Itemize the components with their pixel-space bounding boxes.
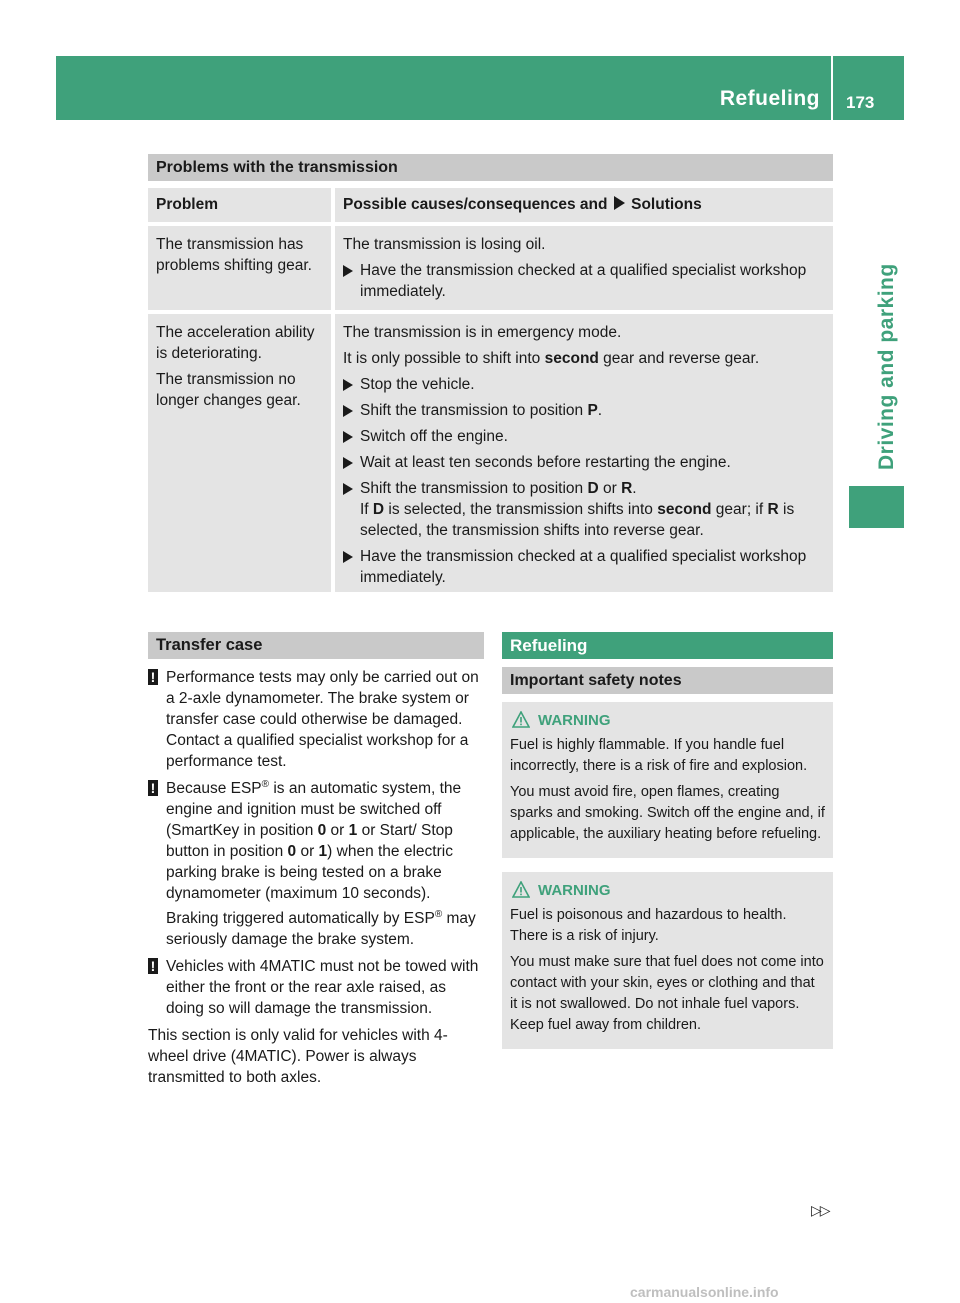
chapter-side-tab [849,120,904,486]
watermark: carmanualsonline.info [630,1284,779,1300]
gear-emphasis: second [544,350,599,367]
solution-cell [335,314,833,592]
arrow-icon [343,405,353,417]
step-note: is selected, the transmission shifts into [384,501,658,518]
step-text: . [597,402,603,419]
step-text: or [598,480,622,497]
arrow-icon [343,483,353,495]
safety-notes-heading: Important safety notes [502,667,833,694]
solution-cell [335,226,833,310]
arrow-icon [343,457,353,469]
page-number: 173 [846,93,875,112]
note-text: or [326,822,349,839]
warning-label: WARNING [538,712,611,729]
note-text: or [296,843,319,860]
gear-position: R [621,480,633,497]
problem-text: The acceleration ability is deteriorating. [156,324,315,362]
step-text: Stop the vehicle. [360,376,475,393]
warning-heading [510,710,825,731]
action-step [343,546,825,588]
action-step [343,478,825,541]
cause-text-part: It is only possible to shift into [343,350,545,367]
warning-label: WARNING [538,882,611,899]
warning-text: You must make sure that fuel does not come into contact with your skin, eyes or clothing and that it is not swallowed. Do not inhale fuel vapors. Keep fuel away from children. [510,954,824,1033]
gear-position: P [587,402,598,419]
table-row [148,226,833,310]
column-header-solutions [335,188,833,222]
gear-position: D [587,480,599,497]
exclamation-icon: ! [148,669,158,685]
note-text: is an automatic system, the engine and ignition must be switched off (SmartKey in position [166,780,462,839]
column-header-solutions-label: Solutions [631,196,702,213]
registered-mark: ® [434,908,443,920]
key-position: 1 [318,843,328,860]
continued-mark: ▷▷ [811,1202,829,1218]
note-text: Vehicles with 4MATIC must not be towed with either the front or the rear axle raised, as doing so will damage the transmission. [166,958,479,1017]
note-text: may seriously damage the brake system. [166,910,476,948]
warning-text: Fuel is poisonous and hazardous to health. There is a risk of injury. [510,907,787,944]
step-text: . [632,480,637,497]
step-note: gear; if [711,501,768,518]
exclamation-icon: ! [148,958,158,974]
warning-triangle-icon [512,711,530,728]
note-text: Because ESP [166,780,262,797]
note-text: Performance tests may only be carried out on a 2-axle dynamometer. The brake system or transfer case could otherwise be damaged. Contact a qualified specialist workshop for a performance test. [166,669,479,770]
gear-position: R [767,501,779,518]
step-text: Have the transmission checked at a qualified specialist workshop immediately. [360,548,807,586]
warning-triangle-icon [512,881,530,898]
action-step [343,374,825,395]
action-step [343,426,825,447]
warning-heading [510,880,825,901]
cause-text: The transmission is losing oil. [343,236,546,253]
note-subtext [166,908,484,950]
transfer-case-heading: Transfer case [148,632,484,659]
problem-cell [148,314,331,592]
body-paragraph: This section is only valid for vehicles with 4-wheel drive (4MATIC). Power is always transmitted to both axles. [148,1027,448,1086]
note-text: ) when the electric parking brake is being tested on a brake dynamometer (maximum 10 seconds). [166,843,453,902]
table-row [148,314,833,592]
problem-text: The transmission no longer changes gear. [156,371,301,409]
step-text: Switch off the engine. [360,428,508,445]
transmission-problems-table [148,154,833,596]
note-text: Braking triggered automatically by ESP [166,910,435,927]
refueling-heading: Refueling [502,632,833,659]
warning-box [502,872,833,1049]
action-step [343,260,825,302]
caution-note [148,667,484,772]
chapter-title: Driving and parking [875,263,898,470]
gear-emphasis: second [657,501,712,518]
header-separator [831,56,833,120]
step-note: is selected, the transmission shifts into reverse gear. [360,501,795,539]
registered-mark: ® [261,778,270,790]
caution-note [148,956,484,1019]
warning-text: You must avoid fire, open flames, creating sparks and smoking. Switch off the engine and, if applicable, the auxiliary heating before refueling. [510,784,825,842]
caution-note [148,778,484,950]
step-text: Shift the transmission to position [360,480,588,497]
key-position: 0 [287,843,297,860]
arrow-icon [614,196,625,210]
table-title: Problems with the transmission [148,154,833,181]
arrow-icon [343,265,353,277]
arrow-icon [343,431,353,443]
key-position: 1 [348,822,358,839]
warning-box [502,702,833,858]
table-header-row [148,188,833,222]
step-note: If [360,501,373,518]
step-text: Have the transmission checked at a qualified specialist workshop immediately. [360,262,807,300]
action-step [343,452,825,473]
problem-text: The transmission has problems shifting gear. [156,236,312,274]
cause-text: The transmission is in emergency mode. [343,324,622,341]
exclamation-icon: ! [148,780,158,796]
key-position: 0 [317,822,327,839]
refueling-section [502,632,833,1049]
note-text: or Start/ Stop button in position [166,822,453,860]
step-text: Shift the transmission to position [360,402,588,419]
step-text: Wait at least ten seconds before restarting the engine. [360,454,731,471]
column-header-problem: Problem [148,188,331,222]
column-header-causes: Possible causes/consequences and [343,196,608,213]
transfer-case-section [148,632,484,1088]
warning-text: Fuel is highly flammable. If you handle fuel incorrectly, there is a risk of fire and explosion. [510,737,808,774]
cause-text-part: gear and reverse gear. [598,350,760,367]
action-step [343,400,825,421]
section-title: Refueling [719,87,820,110]
cause-text [343,348,825,369]
arrow-icon [343,551,353,563]
arrow-icon [343,379,353,391]
problem-cell [148,226,331,310]
gear-position: D [372,501,385,518]
chapter-marker-block [849,486,904,528]
